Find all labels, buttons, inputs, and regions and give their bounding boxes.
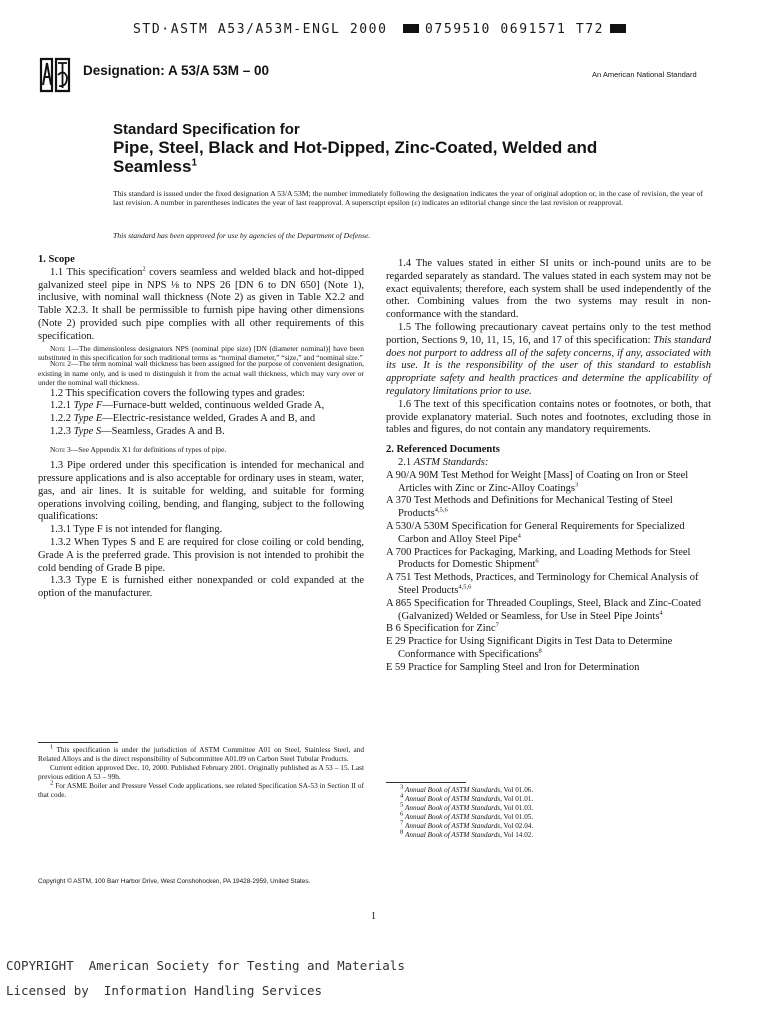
title-line-1: Standard Specification for [113,121,300,138]
reference-item: A 751 Test Methods, Practices, and Terminology for Chemical Analysis of Steel Products$^{4,5,6}$ [386,572,699,596]
black-block-icon [610,24,626,33]
reference-item: E 29 Practice for Using Significant Digits in Test Data to Determine Conformance with Specifications$^8$ [386,636,673,660]
footnote: Current edition approved Dec. 10, 2000. Published February 2001. Originally published as A 53 – 15. Last previous edition A 53 – 99b. [38,762,364,781]
note-text: —See Appendix X1 for definitions of types of pipe. [70,444,227,454]
footnote: $^3$ Annual Book of ASTM Standards, Vol 01.06. [400,783,534,794]
footnotes-left [38,743,364,799]
note-label: Note 1 [50,343,72,353]
document-code-line [133,22,632,37]
barcode-suffix: T72 [575,22,605,37]
reference-item: A 370 Test Methods and Definitions for Mechanical Testing of Steel Products$^{4,5,6}$ [386,495,673,520]
footnote: $^8$ Annual Book of ASTM Standards, Vol 14.02. [400,828,534,839]
para-text: covers seamless and welded black and hot-dipped galvanized steel pipe in NPS ⅛ to NPS 26 [DN 6 to DN 650] (Note 1), inclusive, with nominal wall thickness (Note 2) as given in Table X2.2 and Table X2.3. It shall be permissible to furnish pipe having other dimensions (Note 2) provided such pipe complies with all other requirements of this specification. [38,266,364,342]
footnotes-right [400,783,700,839]
note-2 [38,359,364,387]
right-column [386,258,711,675]
copyright-footer-line: COPYRIGHT American Society for Testing and Materials [6,958,405,973]
barcode-number: 0759510 0691571 [424,22,567,37]
para-text: 1.2.1 [50,400,74,412]
footnote: $^6$ Annual Book of ASTM Standards, Vol 01.05. [400,810,534,821]
footnote-ref: 2 [142,265,146,273]
para-1-2-3 [38,426,364,439]
title-footnote-marker: 1 [191,157,198,169]
title-text: Pipe, Steel, Black and Hot-Dipped, Zinc-Coated, Welded and Seamless [113,138,598,176]
para-text: ASTM Standards: [413,456,489,468]
para-1-3-1: 1.3.1 Type F is not intended for flanging. [50,524,223,536]
black-block-icon [403,24,419,33]
issuance-statement: This standard is issued under the fixed designation A 53/A 53M; the number immediately following the designation indicates the year of original adoption or, in the case of revision, the year of last revision. A number in parentheses indicates the year of last reapproval. A superscript epsilon (ε) indicates an editorial change since the last revision or reapproval. [113,189,703,208]
reference-item: B 6 Specification for Zinc$^7$ [386,621,499,635]
para-text: 1.5 The following precautionary caveat pertains only to the test method portion, Sections 9, 10, 11, 15, 16, and 17 of this specification: [386,321,711,346]
footnote: $^2$ For ASME Boiler and Pressure Vessel Code applications, see related Specification SA-53 in Section II of that code. [38,779,364,799]
note-text: —The term nominal wall thickness has been assigned for the purpose of convenient designation, existing in name only, and is used to distinguish it from the actual wall thickness, which may vary over or under the nominal wall thickness. [38,359,364,388]
note-text: —The dimensionless designators NPS (nominal pipe size) [DN (diameter nominal)] have been substituted in this specification for such traditional terms as “nominal diameter,” “size,” and “nominal size.” [38,343,364,362]
para-1-5 [386,322,711,399]
type-label: Type E [73,413,103,425]
section-heading-referenced-documents: 2. Referenced Documents [386,444,500,456]
para-1-3-2: 1.3.2 When Types S and E are required for close coiling or cold bending, Grade A is the preferred grade. This provision is not intended to prohibit the cold bending of Grade B pipe. [38,536,364,574]
footnote: $^7$ Annual Book of ASTM Standards, Vol 02.04. [400,819,534,830]
para-1-1 [38,267,364,344]
para-text: —Seamless, Grades A and B. [101,426,225,437]
designation: Designation: A 53/A 53M – 00 [83,63,270,78]
footnote: $^1$ This specification is under the jurisdiction of ASTM Committee A01 on Steel, Stainless Steel, and Related Alloys and is the direct responsibility of Subcommittee A01.09 on Carbon Steel Tubular Products. [38,743,364,763]
para-text: 2.1 [398,456,414,468]
para-1-2-1 [38,400,364,413]
type-label: Type S [73,426,102,437]
reference-list [386,470,711,675]
para-1-4: 1.4 The values stated in either SI units or inch-pound units are to be regarded separately as standard. The values stated in each system may not be exact equivalents; therefore, each system shall be used independently of the other. Combining values from the two systems may result in non-conformance with the standard. [386,258,711,321]
para-text: 1.2.2 [50,413,74,425]
footnote-rule [386,782,466,783]
astm-logo-icon [38,55,72,95]
approval-statement: This standard has been approved for use by agencies of the Department of Defense. [113,231,371,240]
para-1-6: 1.6 The text of this specification contains notes or footnotes, or both, that provide explanatory material. Such notes and footnotes, excluding those in tables and figures, do not contain any mandatory requirements. [386,398,711,436]
footnote: $^4$ Annual Book of ASTM Standards, Vol 01.01. [400,792,534,803]
caveat-text: This standard does not purport to address all of the safety concerns, if any, associated with its use. It is the responsibility of the user of this standard to establish appropriate safety and health practices and determine the applicability of regulatory limitations prior to use. [386,334,711,397]
american-national-standard-label: An American National Standard [592,70,697,79]
para-1-2: 1.2 This specification covers the following types and grades: [50,387,305,399]
para-text: —Electric-resistance welded, Grades A and B, and [102,413,316,425]
para-text: 1.1 This specification [50,266,143,278]
para-text: 1.2.3 [50,426,74,437]
para-1-3: 1.3 Pipe ordered under this specification is intended for mechanical and pressure applications and is also acceptable for ordinary uses in steam, water, gas, and air lines. It is suitable for welding, and suitable for forming operations involving coiling, bending, and flanging, subject to the following qualifications: [38,460,364,523]
para-1-2-2 [38,413,364,426]
para-text: —Furnace-butt welded, continuous welded Grade A, [102,400,325,412]
std-code: STD·ASTM A53/A53M-ENGL 2000 [133,22,388,37]
reference-item: A 700 Practices for Packaging, Marking, and Loading Methods for Steel Products for Domestic Shipment$^6$ [386,546,691,571]
reference-item: A 530/A 530M Specification for General Requirements for Specialized Carbon and Alloy Steel Pipe$^4$ [386,520,685,545]
page-title [113,138,673,176]
note-label: Note 3 [50,444,71,454]
page-number: 1 [371,911,376,922]
type-label: Type F [73,400,103,412]
reference-item: A 90/A 90M Test Method for Weight [Mass] of Coating on Iron or Steel Articles with Zinc or Zinc-Alloy Coatings$^3$ [386,469,689,494]
copyright-notice: Copyright © ASTM, 100 Barr Harbor Drive, West Conshohocken, PA 19428-2959, United States. [38,878,311,885]
para-1-3-3: 1.3.3 Type E is furnished either nonexpanded or cold expanded at the option of the manufacturer. [38,575,364,600]
footnote: $^5$ Annual Book of ASTM Standards, Vol 01.03. [400,801,534,812]
license-footer-line: Licensed by Information Handling Services [6,983,323,998]
section-heading-scope: 1. Scope [38,254,75,265]
reference-item: E 59 Practice for Sampling Steel and Iron for Determination [386,661,640,673]
left-column [38,254,364,601]
note-label: Note 2 [50,359,71,369]
para-2-1 [386,457,711,470]
reference-item: A 865 Specification for Threaded Couplings, Steel, Black and Zinc-Coated (Galvanized) Welded or Seamless, for Use in Steel Pipe Joints$^4$ [386,597,702,622]
note-3 [38,445,364,454]
